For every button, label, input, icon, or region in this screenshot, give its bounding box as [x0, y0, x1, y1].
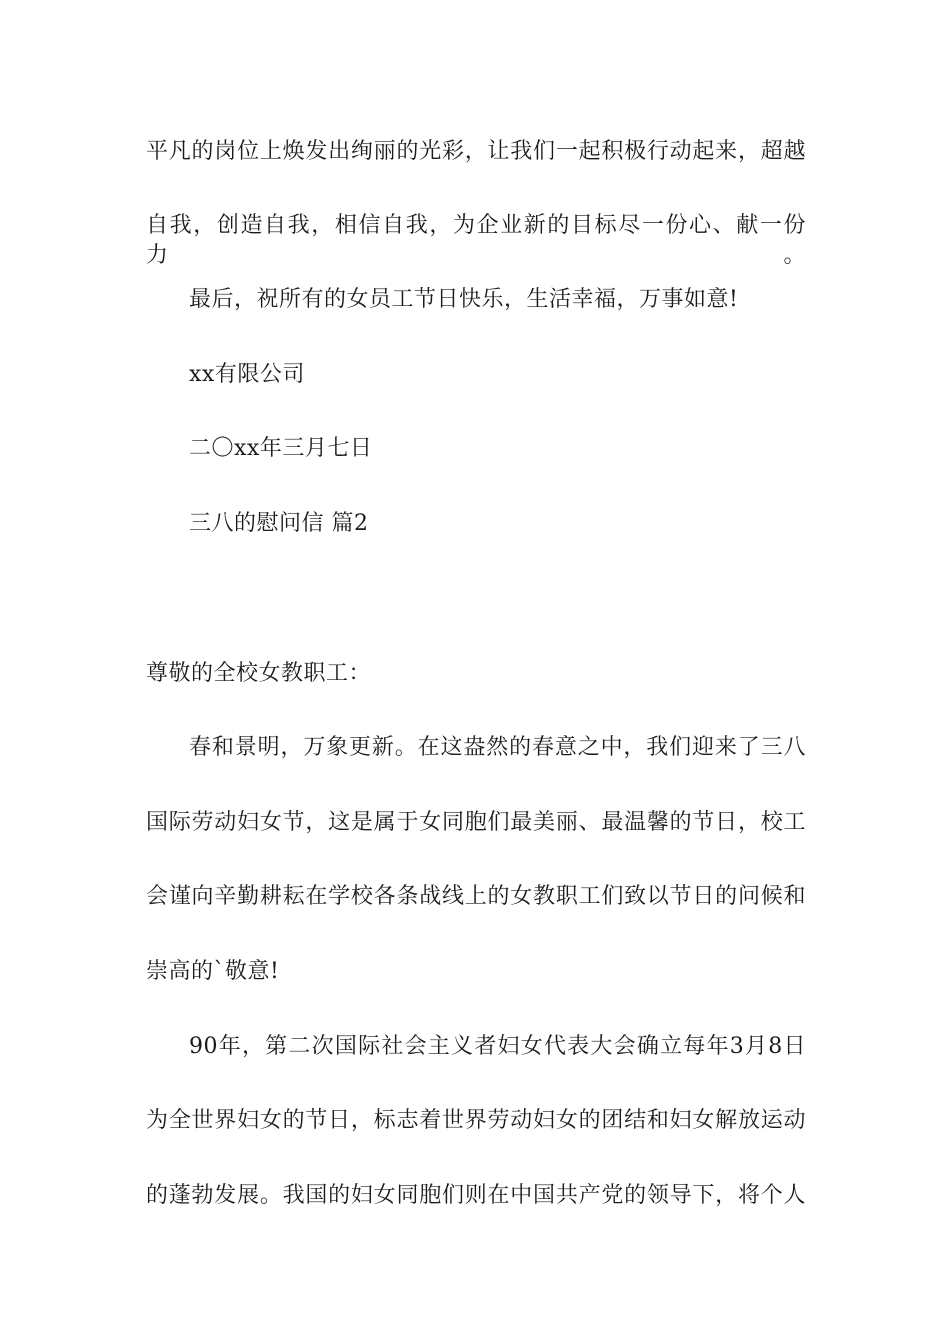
body-text-line: 崇高的`敬意! — [146, 959, 280, 984]
closing-wish: 最后，祝所有的女员工节日快乐，生活幸福，万事如意! — [189, 287, 739, 312]
company-signature: xx有限公司 — [189, 362, 305, 387]
body-text-line: 春和景明，万象更新。在这盎然的春意之中，我们迎来了三八 — [189, 735, 806, 760]
letter-date: 二〇xx年三月七日 — [189, 436, 373, 461]
body-text-line: 会谨向辛勤耕耘在学校各条战线上的女教职工们致以节日的问候和 — [146, 884, 806, 909]
body-text-line: 平凡的岗位上焕发出绚丽的光彩，让我们一起积极行动起来，超越 — [146, 139, 806, 164]
body-text-line: 国际劳动妇女节，这是属于女同胞们最美丽、最温馨的节日，校工 — [146, 810, 806, 835]
body-text-line: 自我，创造自我，相信自我，为企业新的目标尽一份心、献一份力。 — [146, 213, 806, 268]
body-text-line: 的蓬勃发展。我国的妇女同胞们则在中国共产党的领导下，将个人 — [146, 1183, 806, 1208]
body-text-line: 为全世界妇女的节日，标志着世界劳动妇女的团结和妇女解放运动 — [146, 1108, 806, 1133]
body-text-line: 90年，第二次国际社会主义者妇女代表大会确立每年3月8日 — [189, 1034, 806, 1059]
salutation: 尊敬的全校女教职工： — [146, 661, 372, 686]
section-heading: 三八的慰问信 篇2 — [189, 511, 369, 536]
